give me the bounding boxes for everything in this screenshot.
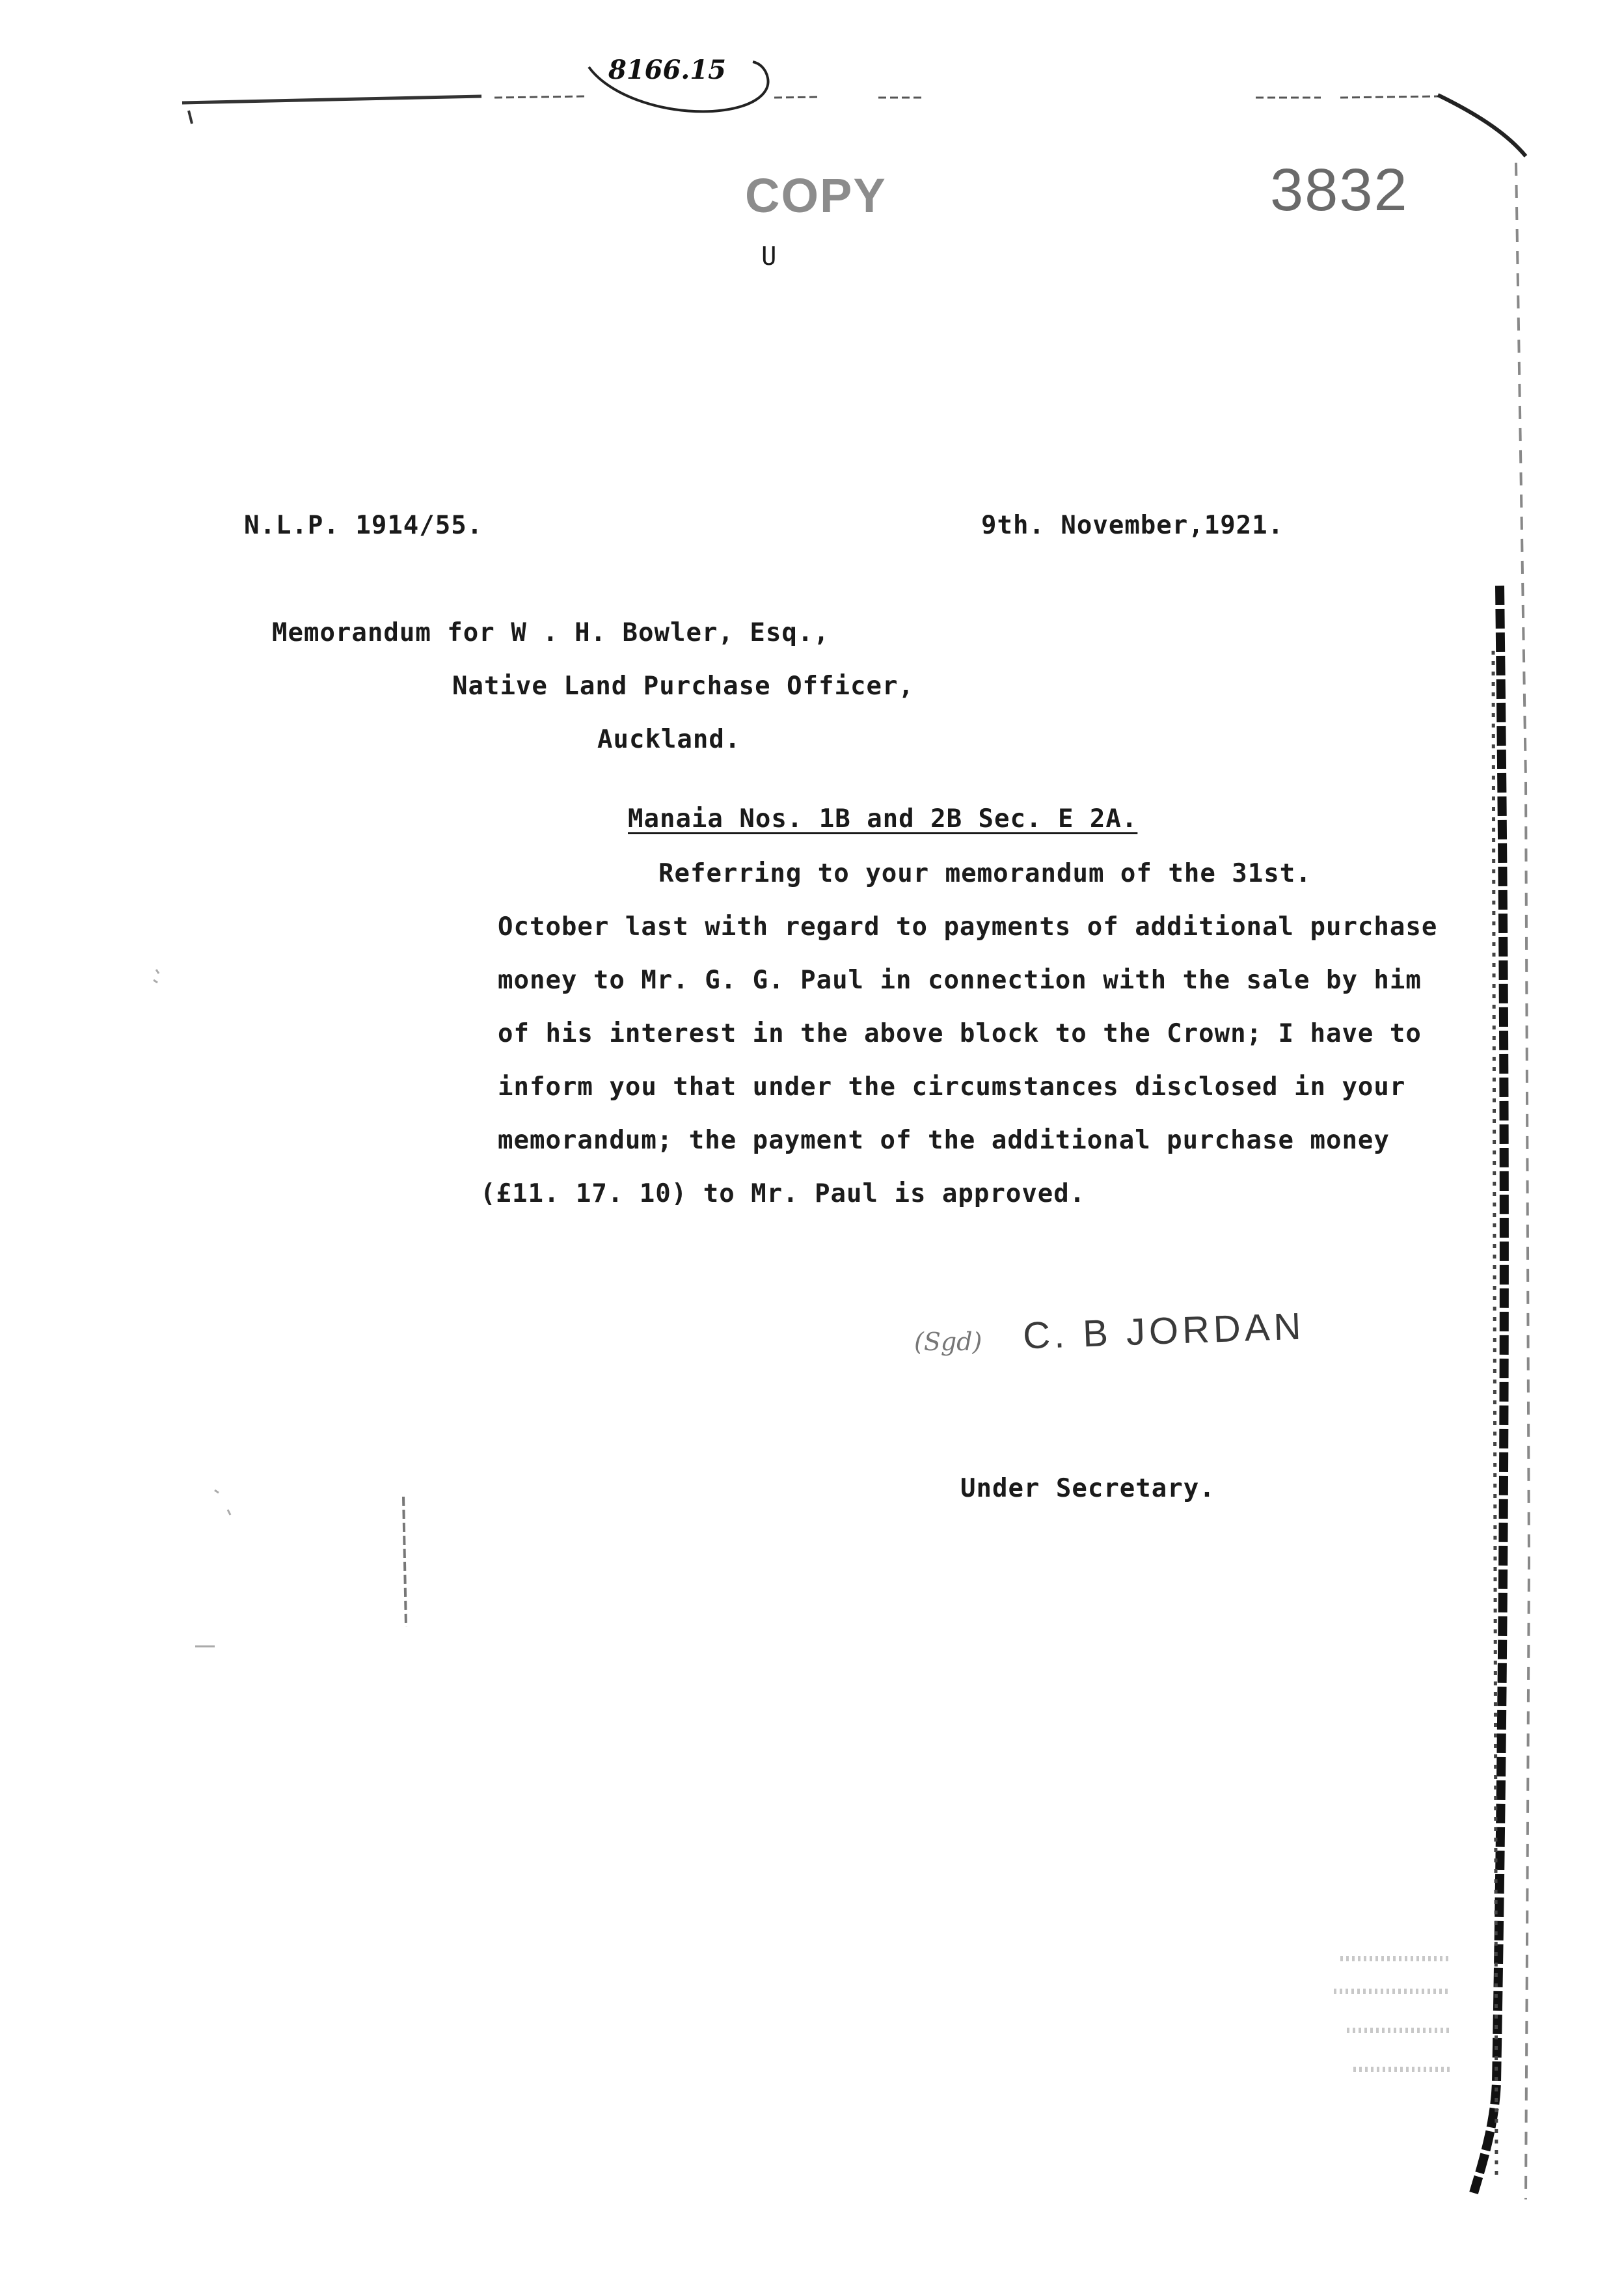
signature-prefix: (Sgd): [914, 1327, 982, 1356]
subject-line: Manaia Nos. 1B and 2B Sec. E 2A.: [628, 804, 1138, 834]
mark-u: U: [761, 242, 778, 271]
file-reference-handwritten: 8166.15: [608, 55, 726, 85]
body-line: October last with regard to payments of additional purchase: [498, 912, 1438, 942]
address-line-2: Native Land Purchase Officer,: [452, 672, 914, 701]
signatory-title: Under Secretary.: [960, 1474, 1215, 1503]
copy-stamp: COPY: [745, 169, 887, 223]
reference-number: N.L.P. 1914/55.: [244, 511, 483, 540]
body-line: memorandum; the payment of the additional purchase money: [498, 1126, 1390, 1155]
signature-name: C. B JORDAN: [1022, 1305, 1306, 1357]
letter-date: 9th. November,1921.: [981, 511, 1284, 540]
body-line: Referring to your memorandum of the 31st.: [658, 859, 1312, 888]
address-line-3: Auckland.: [597, 725, 741, 754]
file-reference-circle: [582, 55, 778, 120]
address-line-1: Memorandum for W . H. Bowler, Esq.,: [272, 618, 830, 647]
body-line: of his interest in the above block to the Crown; I have to: [498, 1019, 1422, 1048]
body-line: inform you that under the circumstances disclosed in your: [498, 1072, 1406, 1102]
body-line: money to Mr. G. G. Paul in connection with the sale by him: [498, 966, 1422, 995]
body-line: (£11. 17. 10) to Mr. Paul is approved.: [480, 1179, 1086, 1208]
folio-number: 3832: [1270, 157, 1409, 223]
